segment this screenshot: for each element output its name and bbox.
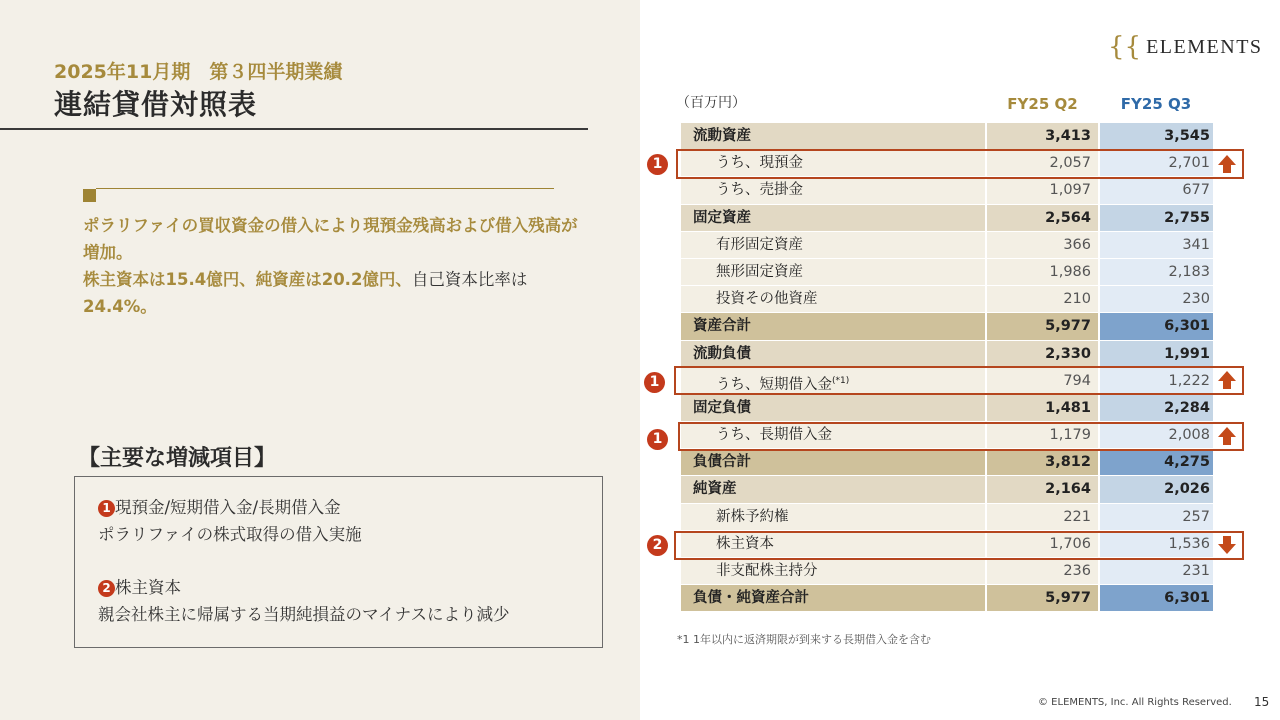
summary-line-2a: 株主資本は15.4億円、純資産は20.2億円、 (83, 270, 412, 289)
row-label: 有形固定資産 (681, 232, 987, 258)
value-q2: 3,812 (987, 449, 1100, 475)
row-label: 流動負債 (681, 341, 987, 367)
page-title: 連結貸借対照表 (54, 88, 258, 121)
company-logo (1108, 34, 1263, 60)
row-label: 無形固定資産 (681, 259, 987, 285)
logo-text: ELEMENTS (1146, 35, 1263, 58)
value-q2: 2,057 (987, 150, 1100, 176)
summary-divider (96, 188, 554, 189)
value-q2: 1,986 (987, 259, 1100, 285)
value-q2: 1,179 (987, 422, 1100, 448)
table-row (681, 449, 1213, 476)
row-label: 投資その他資産 (681, 286, 987, 312)
row-label: 固定負債 (681, 395, 987, 421)
value-q3: 6,301 (1100, 313, 1213, 339)
value-q2: 2,164 (987, 476, 1100, 502)
highlight-long-loan (678, 422, 1244, 451)
table-row (681, 476, 1213, 503)
table-row (681, 395, 1213, 422)
copyright: © ELEMENTS, Inc. All Rights Reserved. (1038, 697, 1232, 708)
value-q3: 2,755 (1100, 205, 1213, 231)
value-q3: 230 (1100, 286, 1213, 312)
value-q3: 341 (1100, 232, 1213, 258)
value-q2: 2,564 (987, 205, 1100, 231)
value-q3: 2,008 (1100, 422, 1213, 448)
row-label: 流動資産 (681, 123, 987, 149)
value-q3: 1,536 (1100, 531, 1213, 557)
summary-square-icon (83, 189, 96, 202)
column-header-q3: FY25 Q3 (1120, 95, 1192, 113)
value-q3: 2,026 (1100, 476, 1213, 502)
highlight-cash (676, 149, 1244, 179)
row-label: 負債・純資産合計 (681, 585, 987, 611)
value-q3: 3,545 (1100, 123, 1213, 149)
summary-line-2 (83, 266, 593, 293)
row-label: 固定資産 (681, 205, 987, 231)
number-1-icon: 1 (98, 500, 115, 517)
value-q2: 1,097 (987, 177, 1100, 203)
row-label: 新株予約権 (681, 504, 987, 530)
title-divider (0, 128, 588, 130)
main-item-1-desc: ポラリファイの株式取得の借入実施 (98, 525, 362, 544)
value-q2: 210 (987, 286, 1100, 312)
page-number: 15 (1254, 695, 1270, 709)
value-q2: 5,977 (987, 313, 1100, 339)
column-header-q2: FY25 Q2 (1007, 95, 1078, 113)
row-label: 純資産 (681, 476, 987, 502)
main-item-2-title-row (98, 574, 602, 601)
arrow-down-icon (1217, 535, 1237, 555)
value-q3: 6,301 (1100, 585, 1213, 611)
table-row (681, 313, 1213, 340)
value-q3: 2,183 (1100, 259, 1213, 285)
main-item-1-title: 現預金/短期借入金/長期借入金 (115, 498, 341, 517)
main-item-1-title-row (98, 494, 602, 521)
value-q3: 1,991 (1100, 341, 1213, 367)
number-2-icon: 2 (98, 580, 115, 597)
main-items-heading: 【主要な増減項目】 (78, 446, 277, 471)
marker-1-cash-icon: 1 (647, 154, 668, 175)
marker-1-short-loan-icon: 1 (644, 372, 665, 393)
row-label: 株主資本 (681, 531, 987, 557)
marker-2-equity-icon: 2 (647, 535, 668, 556)
value-q2: 794 (987, 368, 1100, 394)
summary-line-3: 24.4%。 (83, 297, 157, 316)
value-q2: 2,330 (987, 341, 1100, 367)
value-q3: 677 (1100, 177, 1213, 203)
page-subtitle: 2025年11月期 第３四半期業績 (54, 61, 343, 83)
footnote: *1 1年以内に返済期限が到来する長期借入金を含む (677, 633, 931, 646)
logo-mark-icon: {{ (1108, 32, 1142, 62)
main-items-box (74, 476, 603, 648)
table-row (681, 341, 1213, 368)
row-label: 負債合計 (681, 449, 987, 475)
value-q2: 5,977 (987, 585, 1100, 611)
summary-line-2b: 自己資本比率は (411, 270, 528, 289)
value-q3: 2,701 (1100, 150, 1213, 176)
value-q2: 3,413 (987, 123, 1100, 149)
value-q3: 2,284 (1100, 395, 1213, 421)
marker-1-long-loan-icon: 1 (647, 429, 668, 450)
table-row (681, 232, 1213, 259)
value-q2: 366 (987, 232, 1100, 258)
table-row (681, 558, 1213, 585)
summary-text (83, 212, 593, 320)
row-label: 非支配株主持分 (681, 558, 987, 584)
arrow-up-icon (1217, 426, 1237, 446)
row-label-text: うち、短期借入金 (716, 376, 832, 393)
row-label: うち、売掛金 (681, 177, 987, 203)
table-row (681, 259, 1213, 286)
value-q3: 1,222 (1100, 368, 1213, 394)
table-row (681, 123, 1213, 150)
value-q3: 257 (1100, 504, 1213, 530)
value-q2: 236 (987, 558, 1100, 584)
table-row (681, 286, 1213, 313)
row-label: 資産合計 (681, 313, 987, 339)
summary-line-1: ポラリファイの買収資金の借入により現預金残高および借入残高が増加。 (83, 216, 578, 262)
table-row (681, 504, 1213, 531)
highlight-short-loan (674, 366, 1244, 395)
unit-label: （百万円） (676, 95, 746, 111)
row-label: うち、長期借入金 (681, 422, 987, 448)
value-q2: 1,706 (987, 531, 1100, 557)
table-row (681, 585, 1213, 612)
table-row (681, 205, 1213, 232)
value-q3: 231 (1100, 558, 1213, 584)
highlight-equity (674, 531, 1244, 560)
table-row (681, 177, 1213, 204)
footnote-ref: (*1) (832, 375, 850, 386)
row-label: うち、現預金 (681, 150, 987, 176)
arrow-up-icon (1217, 370, 1237, 390)
arrow-up-icon (1217, 154, 1237, 174)
main-item-2-title: 株主資本 (115, 578, 181, 597)
value-q2: 221 (987, 504, 1100, 530)
value-q3: 4,275 (1100, 449, 1213, 475)
value-q2: 1,481 (987, 395, 1100, 421)
main-item-2-desc: 親会社株主に帰属する当期純損益のマイナスにより減少 (98, 605, 510, 624)
